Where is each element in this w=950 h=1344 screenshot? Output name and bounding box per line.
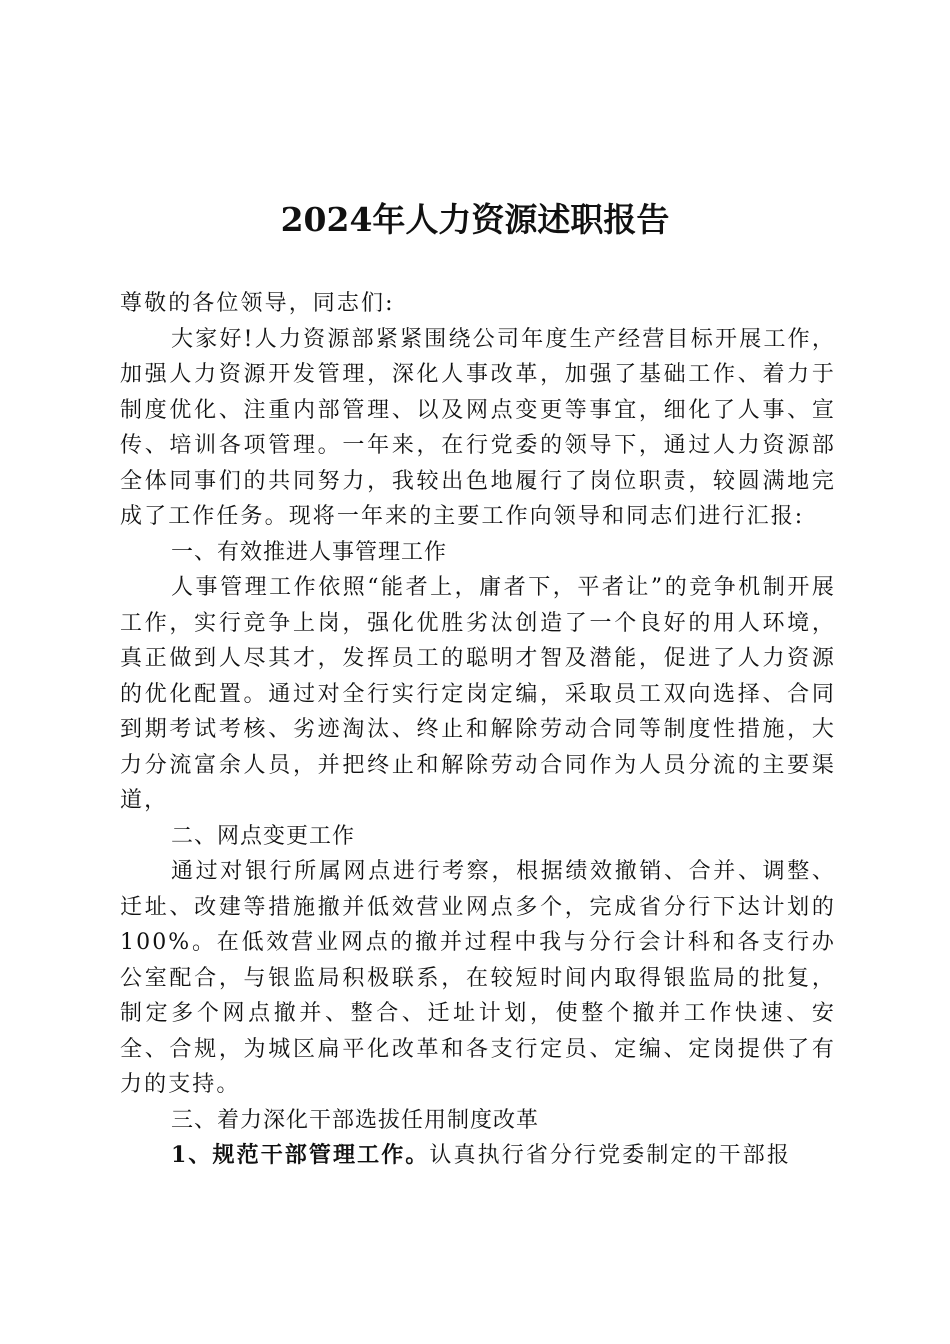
salutation: 尊敬的各位领导，同志们: [120, 291, 395, 316]
document-title: 2024年人力资源述职报告 [280, 200, 670, 239]
document-body [120, 286, 836, 1174]
section-heading-2: 二、网点变更工作 [171, 823, 356, 849]
section-paragraph-3 [120, 1138, 836, 1174]
intro-paragraph: 大家好!人力资源部紧紧围绕公司年度生产经营目标开展工作，加强人力资源开发管理，深化人事改革，加强了基础工作、着力于制度优化、注重内部管理、以及网点变更等事宜，细化了人事、宣传、培训各项管理。一年来，在行党委的领导下，通过人力资源部全体同事们的共同努力，我较出色地履行了岗位职责，较圆满地完成了工作任务。现将一年来的主要工作向领导和同志们进行汇报: [120, 326, 836, 529]
section-paragraph-2: 通过对银行所属网点进行考察，根据绩效撤销、合并、调整、迁址、改建等措施撤并低效营业网点多个，完成省分行下达计划的100%。在低效营业网点的撤并过程中我与分行会计科和各支行办公室配合，与银监局积极联系，在较短时间内取得银监局的批复，制定多个网点撤并、整合、迁址计划，使整个撤并工作快速、安全、合规，为城区扁平化改革和各支行定员、定编、定岗提供了有力的支持。 [120, 859, 836, 1097]
section-paragraph-1: 人事管理工作依照“能者上，庸者下，平者让”的竞争机制开展工作，实行竞争上岗，强化优胜劣汰创造了一个良好的用人环境，真正做到人尽其才，发挥员工的聪明才智及潜能，促进了人力资源的优化配置。通过对全行实行定岗定编，采取员工双向选择、合同到期考试考核、劣迹淘汰、终止和解除劳动合同等制度性措施，大力分流富余人员，并把终止和解除劳动合同作为人员分流的主要渠道， [120, 575, 836, 813]
section-heading-3: 三、着力深化干部选拔任用制度改革 [171, 1107, 540, 1133]
section-heading-1: 一、有效推进人事管理工作 [171, 539, 448, 565]
subsection-lead: 1、规范干部管理工作。 [171, 1142, 430, 1168]
subsection-text: 认真执行省分行党委制定的干部报 [429, 1143, 791, 1168]
